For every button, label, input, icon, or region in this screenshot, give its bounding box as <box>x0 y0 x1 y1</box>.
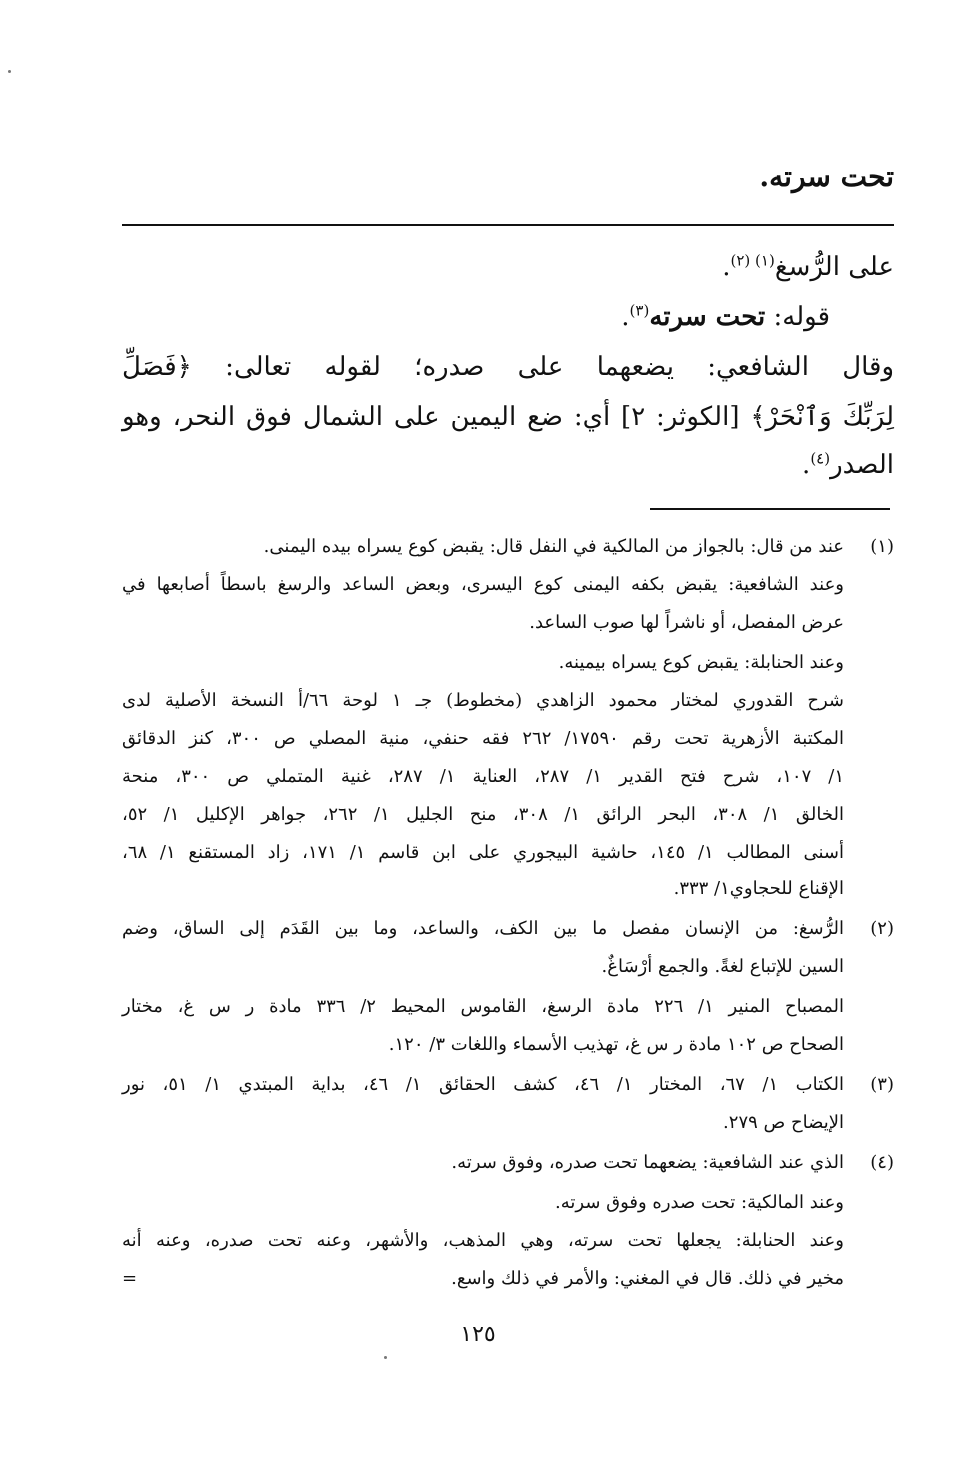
footnote-1-line-4: وعند الحنابلة: يقبض كوع يسراه بيمينه. <box>558 652 844 673</box>
footnote-2-number: (٢) <box>870 918 894 939</box>
footnote-2-line-3: المصباح المنير ١/ ٢٢٦ مادة الرسغ، القاموس المحيط ٢/ ٣٣٦ مادة ر س غ، مختار <box>122 996 844 1017</box>
footnote-3-number: (٣) <box>870 1074 894 1095</box>
footnote-ref-3: (٣) <box>629 301 650 320</box>
footnote-4-line-1: الذي عند الشافعية: يضعهما تحت صدره، وفوق سرته. <box>451 1152 844 1173</box>
footnote-1-line-2: وعند الشافعية: يقبض بكفه اليمنى كوع اليسرى، وبعض الساعد والرسغ باسطاً أصابعها في <box>122 574 844 595</box>
main-line-1 <box>722 252 894 282</box>
footnote-4-line-2: وعند المالكية: تحت صدره وفوق سرته. <box>555 1192 844 1213</box>
main-line-5-text: الصدر <box>830 450 894 480</box>
footnote-2-line-4: الصحاح ص ١٠٢ مادة ر س غ، تهذيب الأسماء واللغات ٣/ ١٢٠. <box>388 1034 844 1055</box>
main-line-5-end: . <box>802 450 811 480</box>
footnote-ref-4: (٤) <box>810 449 831 468</box>
main-line-2-bold: تحت سرته <box>649 302 766 332</box>
footnote-1-line-5: شرح القدوري لمختار محمود الزاهدي (مخطوط) جـ ١ لوحة ٦٦/أ النسخة الأصلية لدى <box>122 690 844 711</box>
main-line-2-prefix: قوله: <box>765 302 830 332</box>
footnote-2-line-1: الرُّسغ: من الإنسان مفصل ما بين الكف، والساعد، وما بين القَدَم إلى الساق، وضم <box>122 918 844 939</box>
footnote-4-number: (٤) <box>870 1152 894 1173</box>
footnote-1-line-7: ١/ ١٠٧، شرح فتح القدير ١/ ٢٨٧، العناية ١/ ٢٨٧، غنية المتملي ص ٣٠٠، منحة <box>122 766 845 787</box>
main-line-2 <box>621 302 830 332</box>
footnote-ref-1-2: (١) (٢) <box>730 251 775 270</box>
page-number: ١٢٥ <box>460 1322 496 1347</box>
footnote-1-line-1: عند من قال: بالجواز من المالكية في النفل قال: يقبض كوع يسراه بيده اليمنى. <box>263 536 844 557</box>
main-line-4: لِرَبِّكَ وَٱنْحَرْ﴾ [الكوثر: ٢] أي: ضع اليمين على الشمال فوق النحر، وهو <box>122 402 894 432</box>
footnote-2-line-2: السين للإتباع لغةً. والجمع أرْسَاغٌ. <box>601 956 844 977</box>
main-line-1-text: على الرُّسغ <box>774 252 894 282</box>
footnote-separator <box>650 508 890 510</box>
footnote-1-line-6: المكتبة الأزهرية تحت رقم ١٧٥٩٠/ ٢٦٢ فقه حنفي، منية المصلي ص ٣٠٠، كنز الدقائق <box>122 728 844 749</box>
header-rule <box>122 224 894 226</box>
footnote-4-line-4: مخير في ذلك. قال في المغني: والأمر في ذلك واسع. <box>451 1268 844 1289</box>
footnote-1-line-3: عرض المفصل، أو ناشراً لها صوب الساعد. <box>529 612 844 633</box>
running-header-title: تحت سرته. <box>759 160 894 193</box>
footnote-1-line-10: الإقناع للحجاوي١/ ٣٣٣. <box>673 878 844 899</box>
scan-speck <box>384 1356 387 1359</box>
main-line-3: وقال الشافعي: يضعهما على صدره؛ لقوله تعالى: ﴿فَصَلِّ <box>122 352 894 382</box>
footnote-4-line-3: وعند الحنابلة: يجعلها تحت سرته، وهي المذهب، والأشهر، وعنه تحت صدره، وعنه أنه <box>122 1230 844 1251</box>
footnote-3-line-1: الكتاب ١/ ٦٧، المختار ١/ ٤٦، كشف الحقائق ١/ ٤٦، بداية المبتدي ١/ ٥١، نور <box>122 1074 844 1095</box>
footnote-1-number: (١) <box>870 536 894 557</box>
main-line-2-end: . <box>621 302 630 332</box>
main-line-5 <box>802 450 894 480</box>
main-line-1-end: . <box>722 252 731 282</box>
scan-speck <box>8 70 11 73</box>
footnote-1-line-8: الخالق ١/ ٣٠٨، البحر الرائق ١/ ٣٠٨، منح الجليل ١/ ٢٦٢، جواهر الإكليل ١/ ٥٢، <box>122 804 844 825</box>
continuation-mark: = <box>122 1268 138 1289</box>
footnote-3-line-2: الإيضاح ص ٢٧٩. <box>723 1112 844 1133</box>
footnote-1-line-9: أسنى المطالب ١/ ١٤٥، حاشية البيجوري على ابن قاسم ١/ ١٧١، زاد المستقنع ١/ ٦٨، <box>122 842 845 863</box>
